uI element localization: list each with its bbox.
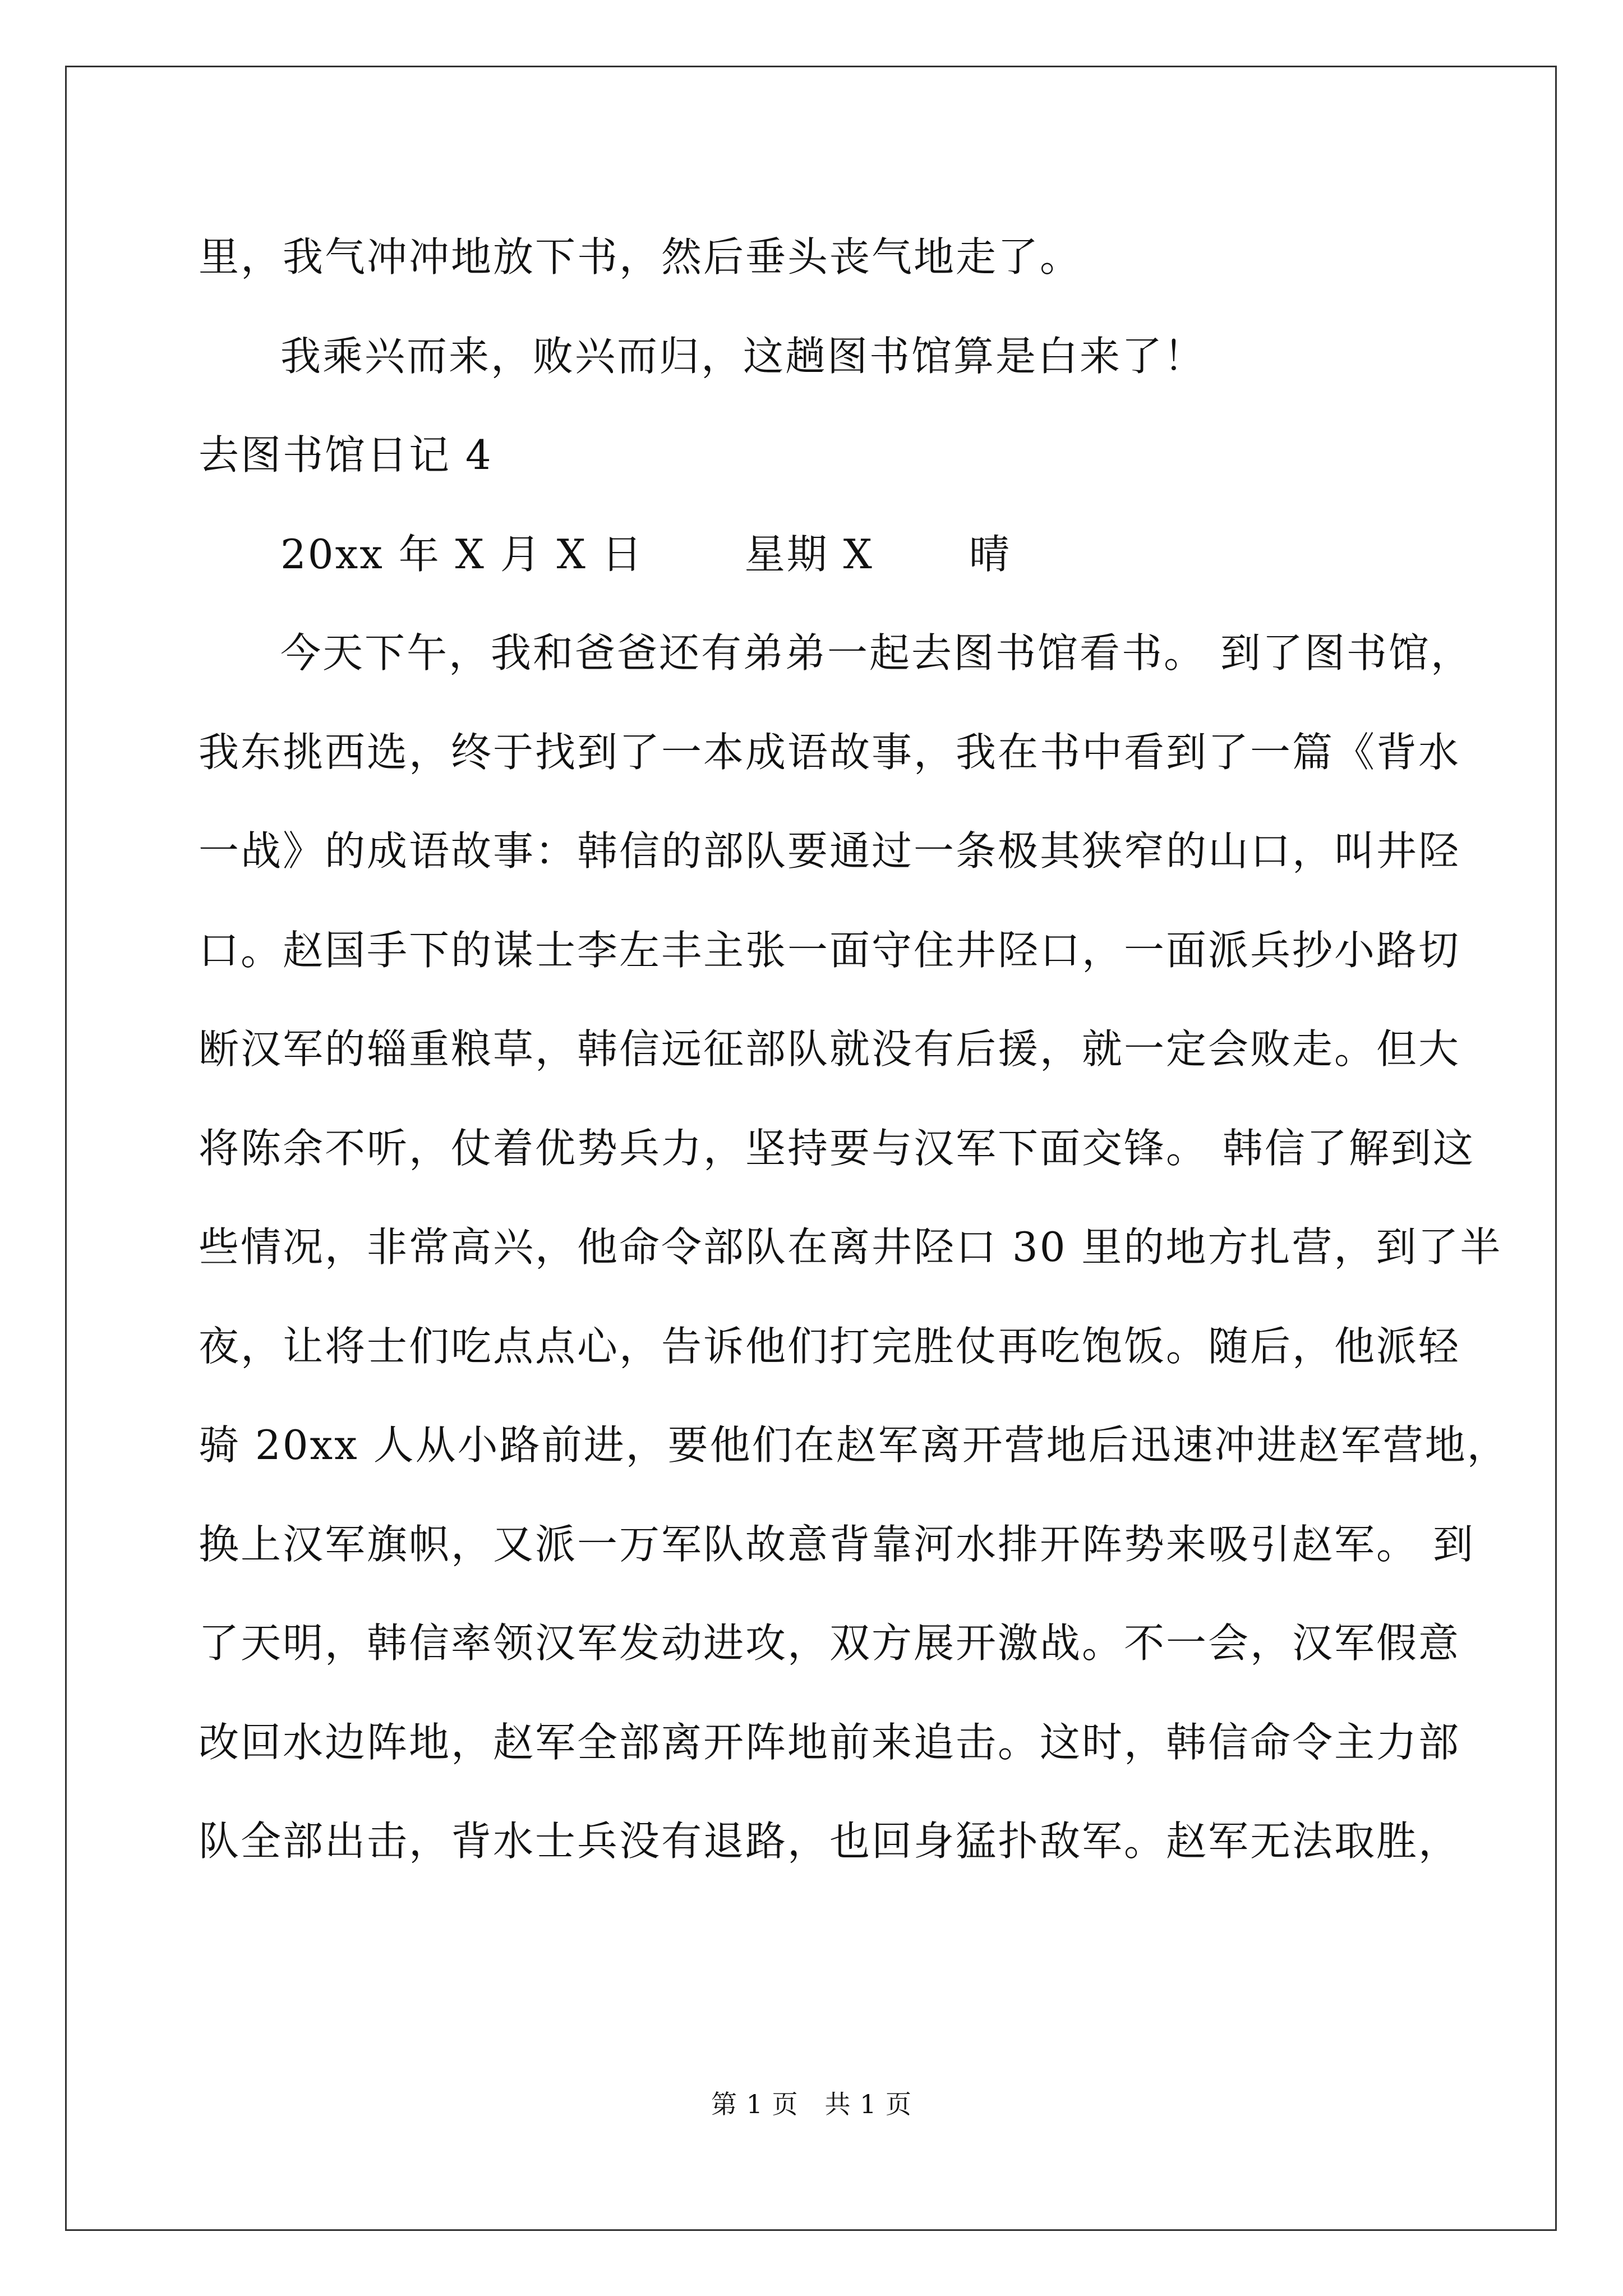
- weekday-text: 星期 X: [744, 530, 874, 578]
- paragraph-line: 些情况，非常高兴，他命令部队在离井陉口 30 里的地方扎营，到了半: [199, 1223, 1502, 1271]
- paragraph-line: 将陈余不听，仗着优势兵力，坚持要与汉军下面交锋。 韩信了解到这: [199, 1124, 1475, 1172]
- paragraph-line: 口。赵国手下的谋士李左丰主张一面守住井陉口，一面派兵抄小路切: [199, 926, 1461, 974]
- paragraph-line: 改回水边阵地，赵军全部离开阵地前来追击。这时，韩信命令主力部: [199, 1718, 1461, 1766]
- section-title: 去图书馆日记 4: [199, 431, 493, 478]
- paragraph-line: 骑 20xx 人从小路前进，要他们在赵军离开营地后迅速冲进赵军营地，: [199, 1421, 1509, 1469]
- paragraph-line: 一战》的成语故事：韩信的部队要通过一条极其狭窄的山口，叫井陉: [199, 827, 1461, 875]
- page-footer: 第 1 页 共 1 页: [711, 2089, 912, 2119]
- document-body: [199, 208, 1509, 1891]
- paragraph-line: 夜，让将士们吃点点心，告诉他们打完胜仗再吃饱饭。随后，他派轻: [199, 1322, 1461, 1370]
- weather-text: 晴: [969, 530, 1011, 578]
- paragraph-line: 我乘兴而来，败兴而归，这趟图书馆算是白来了！: [280, 332, 1206, 380]
- paragraph-line: 里，我气冲冲地放下书，然后垂头丧气地走了。: [199, 233, 1082, 280]
- paragraph-line: 了天明，韩信率领汉军发动进攻，双方展开激战。不一会，汉军假意: [199, 1619, 1461, 1667]
- paragraph-line: 今天下午，我和爸爸还有弟弟一起去图书馆看书。 到了图书馆，: [280, 629, 1473, 677]
- paragraph-line: 换上汉军旗帜，又派一万军队故意背靠河水排开阵势来吸引赵军。 到: [199, 1520, 1475, 1568]
- paragraph-line: 我东挑西选，终于找到了一本成语故事，我在书中看到了一篇《背水: [199, 728, 1461, 776]
- date-text: 20xx 年 X 月 X 日: [280, 530, 644, 578]
- paragraph-line: 队全部出击，背水士兵没有退路，也回身猛扑敌军。赵军无法取胜，: [199, 1818, 1461, 1865]
- paragraph-line: 断汉军的辎重粮草，韩信远征部队就没有后援，就一定会败走。但大: [199, 1025, 1461, 1073]
- date-line: [199, 505, 1477, 604]
